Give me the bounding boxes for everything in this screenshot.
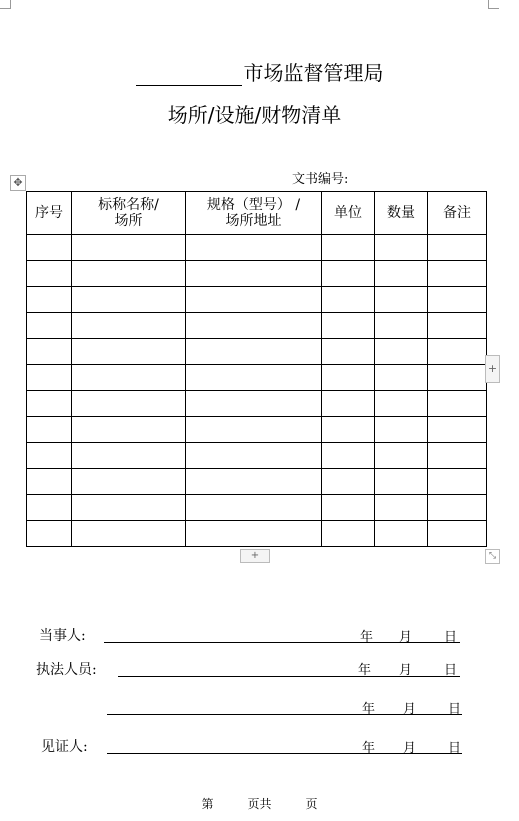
table-cell[interactable] [72,469,186,495]
table-cell[interactable] [322,417,375,443]
signature-label: 执法人员: [36,662,97,678]
table-cell[interactable] [186,443,322,469]
table-cell[interactable] [428,313,487,339]
table-cell[interactable] [322,365,375,391]
table-row [27,261,487,287]
table-cell[interactable] [72,365,186,391]
page-corner-mark-left [0,0,11,9]
table-cell[interactable] [186,391,322,417]
signature-label: 见证人: [41,739,88,755]
table-cell[interactable] [428,287,487,313]
table-cell[interactable] [322,391,375,417]
table-cell[interactable] [428,235,487,261]
table-cell[interactable] [186,339,322,365]
table-cell[interactable] [322,287,375,313]
table-cell[interactable] [322,521,375,547]
table-cell[interactable] [375,339,428,365]
table-cell[interactable] [375,521,428,547]
plus-icon[interactable]: + [240,549,270,563]
table-cell[interactable] [375,391,428,417]
table-row [27,287,487,313]
authority-suffix: 市场监督管理局 [243,61,384,85]
table-cell[interactable] [428,365,487,391]
table-cell[interactable] [27,391,72,417]
table-cell[interactable] [428,391,487,417]
table-cell[interactable] [72,235,186,261]
signature-witness [41,736,88,756]
table-cell[interactable] [186,287,322,313]
table-cell[interactable] [428,521,487,547]
table-cell[interactable] [186,261,322,287]
table-cell[interactable] [72,313,186,339]
signature-date-officer-2: 年 月 日 [362,702,462,717]
table-cell[interactable] [322,339,375,365]
signature-date-party: 年 月 日 [360,630,458,645]
table-cell[interactable] [186,235,322,261]
table-row [27,495,487,521]
authority-name-blank[interactable] [136,65,242,86]
table-cell[interactable] [428,495,487,521]
col-header-remarks: 备注 [428,192,487,235]
table-cell[interactable] [27,469,72,495]
table-cell[interactable] [27,235,72,261]
table-cell[interactable] [375,443,428,469]
table-cell[interactable] [72,417,186,443]
table-cell[interactable] [72,287,186,313]
signature-label: 当事人: [39,628,86,644]
table-cell[interactable] [375,365,428,391]
signature-party [39,625,86,645]
col-header-unit: 单位 [322,192,375,235]
table-cell[interactable] [322,235,375,261]
signature-officer [36,659,97,679]
table-cell[interactable] [27,521,72,547]
table-row [27,443,487,469]
table-cell[interactable] [375,261,428,287]
table-cell[interactable] [375,287,428,313]
table-cell[interactable] [375,417,428,443]
table-cell[interactable] [322,443,375,469]
resize-diagonal-icon[interactable]: ⤡ [485,549,500,564]
signature-date-witness: 年 月 日 [362,741,462,756]
table-cell[interactable] [322,495,375,521]
table-cell[interactable] [72,443,186,469]
table-cell[interactable] [322,261,375,287]
table-cell[interactable] [72,495,186,521]
table-cell[interactable] [27,339,72,365]
table-cell[interactable] [428,261,487,287]
plus-icon[interactable]: + [485,355,500,383]
table-cell[interactable] [27,261,72,287]
authority-title [0,57,519,86]
move-cross-icon[interactable]: ✥ [10,175,26,191]
table-cell[interactable] [72,391,186,417]
page-corner-mark-right [488,0,499,9]
table-cell[interactable] [72,521,186,547]
page-prefix: 第 [201,797,214,811]
table-cell[interactable] [186,469,322,495]
table-row [27,521,487,547]
table-cell[interactable] [27,287,72,313]
table-cell[interactable] [27,417,72,443]
col-header-spec: 规格（型号） / 场所地址 [186,192,322,235]
table-row [27,391,487,417]
col-header-quantity: 数量 [375,192,428,235]
table-cell[interactable] [375,495,428,521]
table-cell[interactable] [72,339,186,365]
inventory-table [26,191,487,547]
page-suffix: 页 [305,797,318,811]
document-title: 场所/设施/财物清单 [167,103,342,127]
table-cell[interactable] [322,469,375,495]
table-cell[interactable] [186,521,322,547]
table-header-row [27,192,487,235]
table-cell[interactable] [27,365,72,391]
doc-number-label: 文书编号: [292,172,349,187]
table-row [27,469,487,495]
table-row [27,339,487,365]
page-mid: 页共 [247,797,272,811]
page-footer [0,795,519,812]
table-cell[interactable] [186,495,322,521]
col-header-name: 标称名称/ 场所 [72,192,186,235]
table-cell[interactable] [27,313,72,339]
table-row [27,365,487,391]
table-cell[interactable] [428,339,487,365]
table-cell[interactable] [322,313,375,339]
table-cell[interactable] [375,313,428,339]
table-cell[interactable] [428,417,487,443]
signature-date-officer: 年 月 日 [358,663,458,678]
table-cell[interactable] [27,495,72,521]
table-cell[interactable] [375,235,428,261]
table-cell[interactable] [27,443,72,469]
table-row [27,235,487,261]
table-cell[interactable] [186,417,322,443]
table-row [27,313,487,339]
table-row [27,417,487,443]
col-header-index: 序号 [27,192,72,235]
table-cell[interactable] [375,469,428,495]
table-cell[interactable] [428,443,487,469]
table-cell[interactable] [186,365,322,391]
table-cell[interactable] [428,469,487,495]
table-cell[interactable] [186,313,322,339]
table-cell[interactable] [72,261,186,287]
